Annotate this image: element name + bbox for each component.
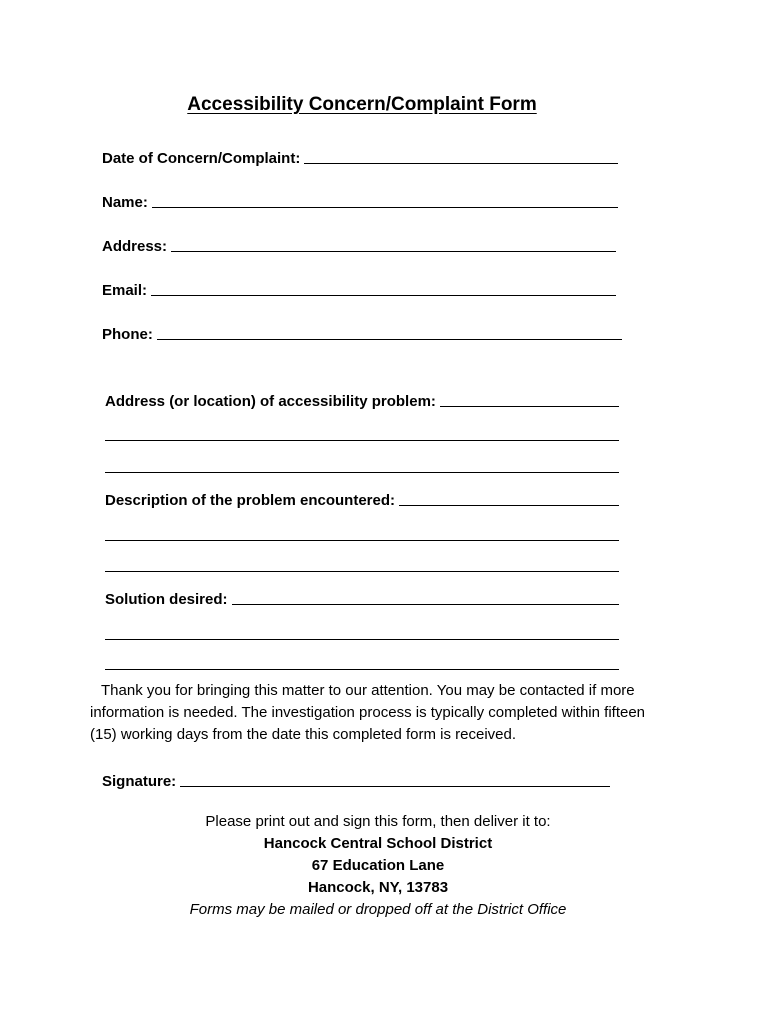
phone-label: Phone: xyxy=(102,326,153,343)
phone-field[interactable] xyxy=(102,321,622,343)
delivery-note: Forms may be mailed or dropped off at the District Office xyxy=(189,901,567,918)
description-input-line[interactable] xyxy=(399,505,619,506)
name-label: Name: xyxy=(102,194,148,211)
description-label: Description of the problem encountered: xyxy=(105,492,396,509)
delivery-intro: Please print out and sign this form, then deliver it to: xyxy=(205,813,551,830)
solution-input-line[interactable] xyxy=(232,604,619,605)
email-label: Email: xyxy=(102,282,148,299)
name-input-line[interactable] xyxy=(152,207,618,208)
location-input-line[interactable] xyxy=(440,406,619,407)
signature-label: Signature: xyxy=(102,773,177,790)
location-label: Address (or location) of accessibility problem: xyxy=(105,393,436,410)
signature-field[interactable] xyxy=(102,768,610,790)
date-label: Date of Concern/Complaint: xyxy=(102,150,301,167)
address-input-line[interactable] xyxy=(171,251,616,252)
address-field[interactable] xyxy=(102,233,616,255)
phone-input-line[interactable] xyxy=(157,339,622,340)
solution-field[interactable] xyxy=(105,586,619,608)
email-input-line[interactable] xyxy=(151,295,616,296)
description-continuation-line[interactable] xyxy=(105,571,619,572)
solution-continuation-line[interactable] xyxy=(105,639,619,640)
form-title: Accessibility Concern/Complaint Form xyxy=(187,94,537,115)
location-field[interactable] xyxy=(105,388,619,410)
date-field[interactable] xyxy=(102,145,618,167)
date-input-line[interactable] xyxy=(304,163,618,164)
location-continuation-line[interactable] xyxy=(105,440,619,441)
district-street: 67 Education Lane xyxy=(311,857,445,874)
signature-input-line[interactable] xyxy=(180,786,610,787)
notice-paragraph: Thank you for bringing this matter to our attention. You may be contacted if more information is needed. The investigation process is typically completed within fifteen (15) working days from the date this completed form is received. xyxy=(90,682,646,743)
solution-label: Solution desired: xyxy=(105,591,228,608)
email-field[interactable] xyxy=(102,277,616,299)
district-city: Hancock, NY, 13783 xyxy=(307,879,449,896)
address-label: Address: xyxy=(102,238,168,255)
name-field[interactable] xyxy=(102,189,618,211)
solution-continuation-line[interactable] xyxy=(105,669,619,670)
district-name: Hancock Central School District xyxy=(263,835,493,852)
location-continuation-line[interactable] xyxy=(105,472,619,473)
description-continuation-line[interactable] xyxy=(105,540,619,541)
description-field[interactable] xyxy=(105,487,619,509)
